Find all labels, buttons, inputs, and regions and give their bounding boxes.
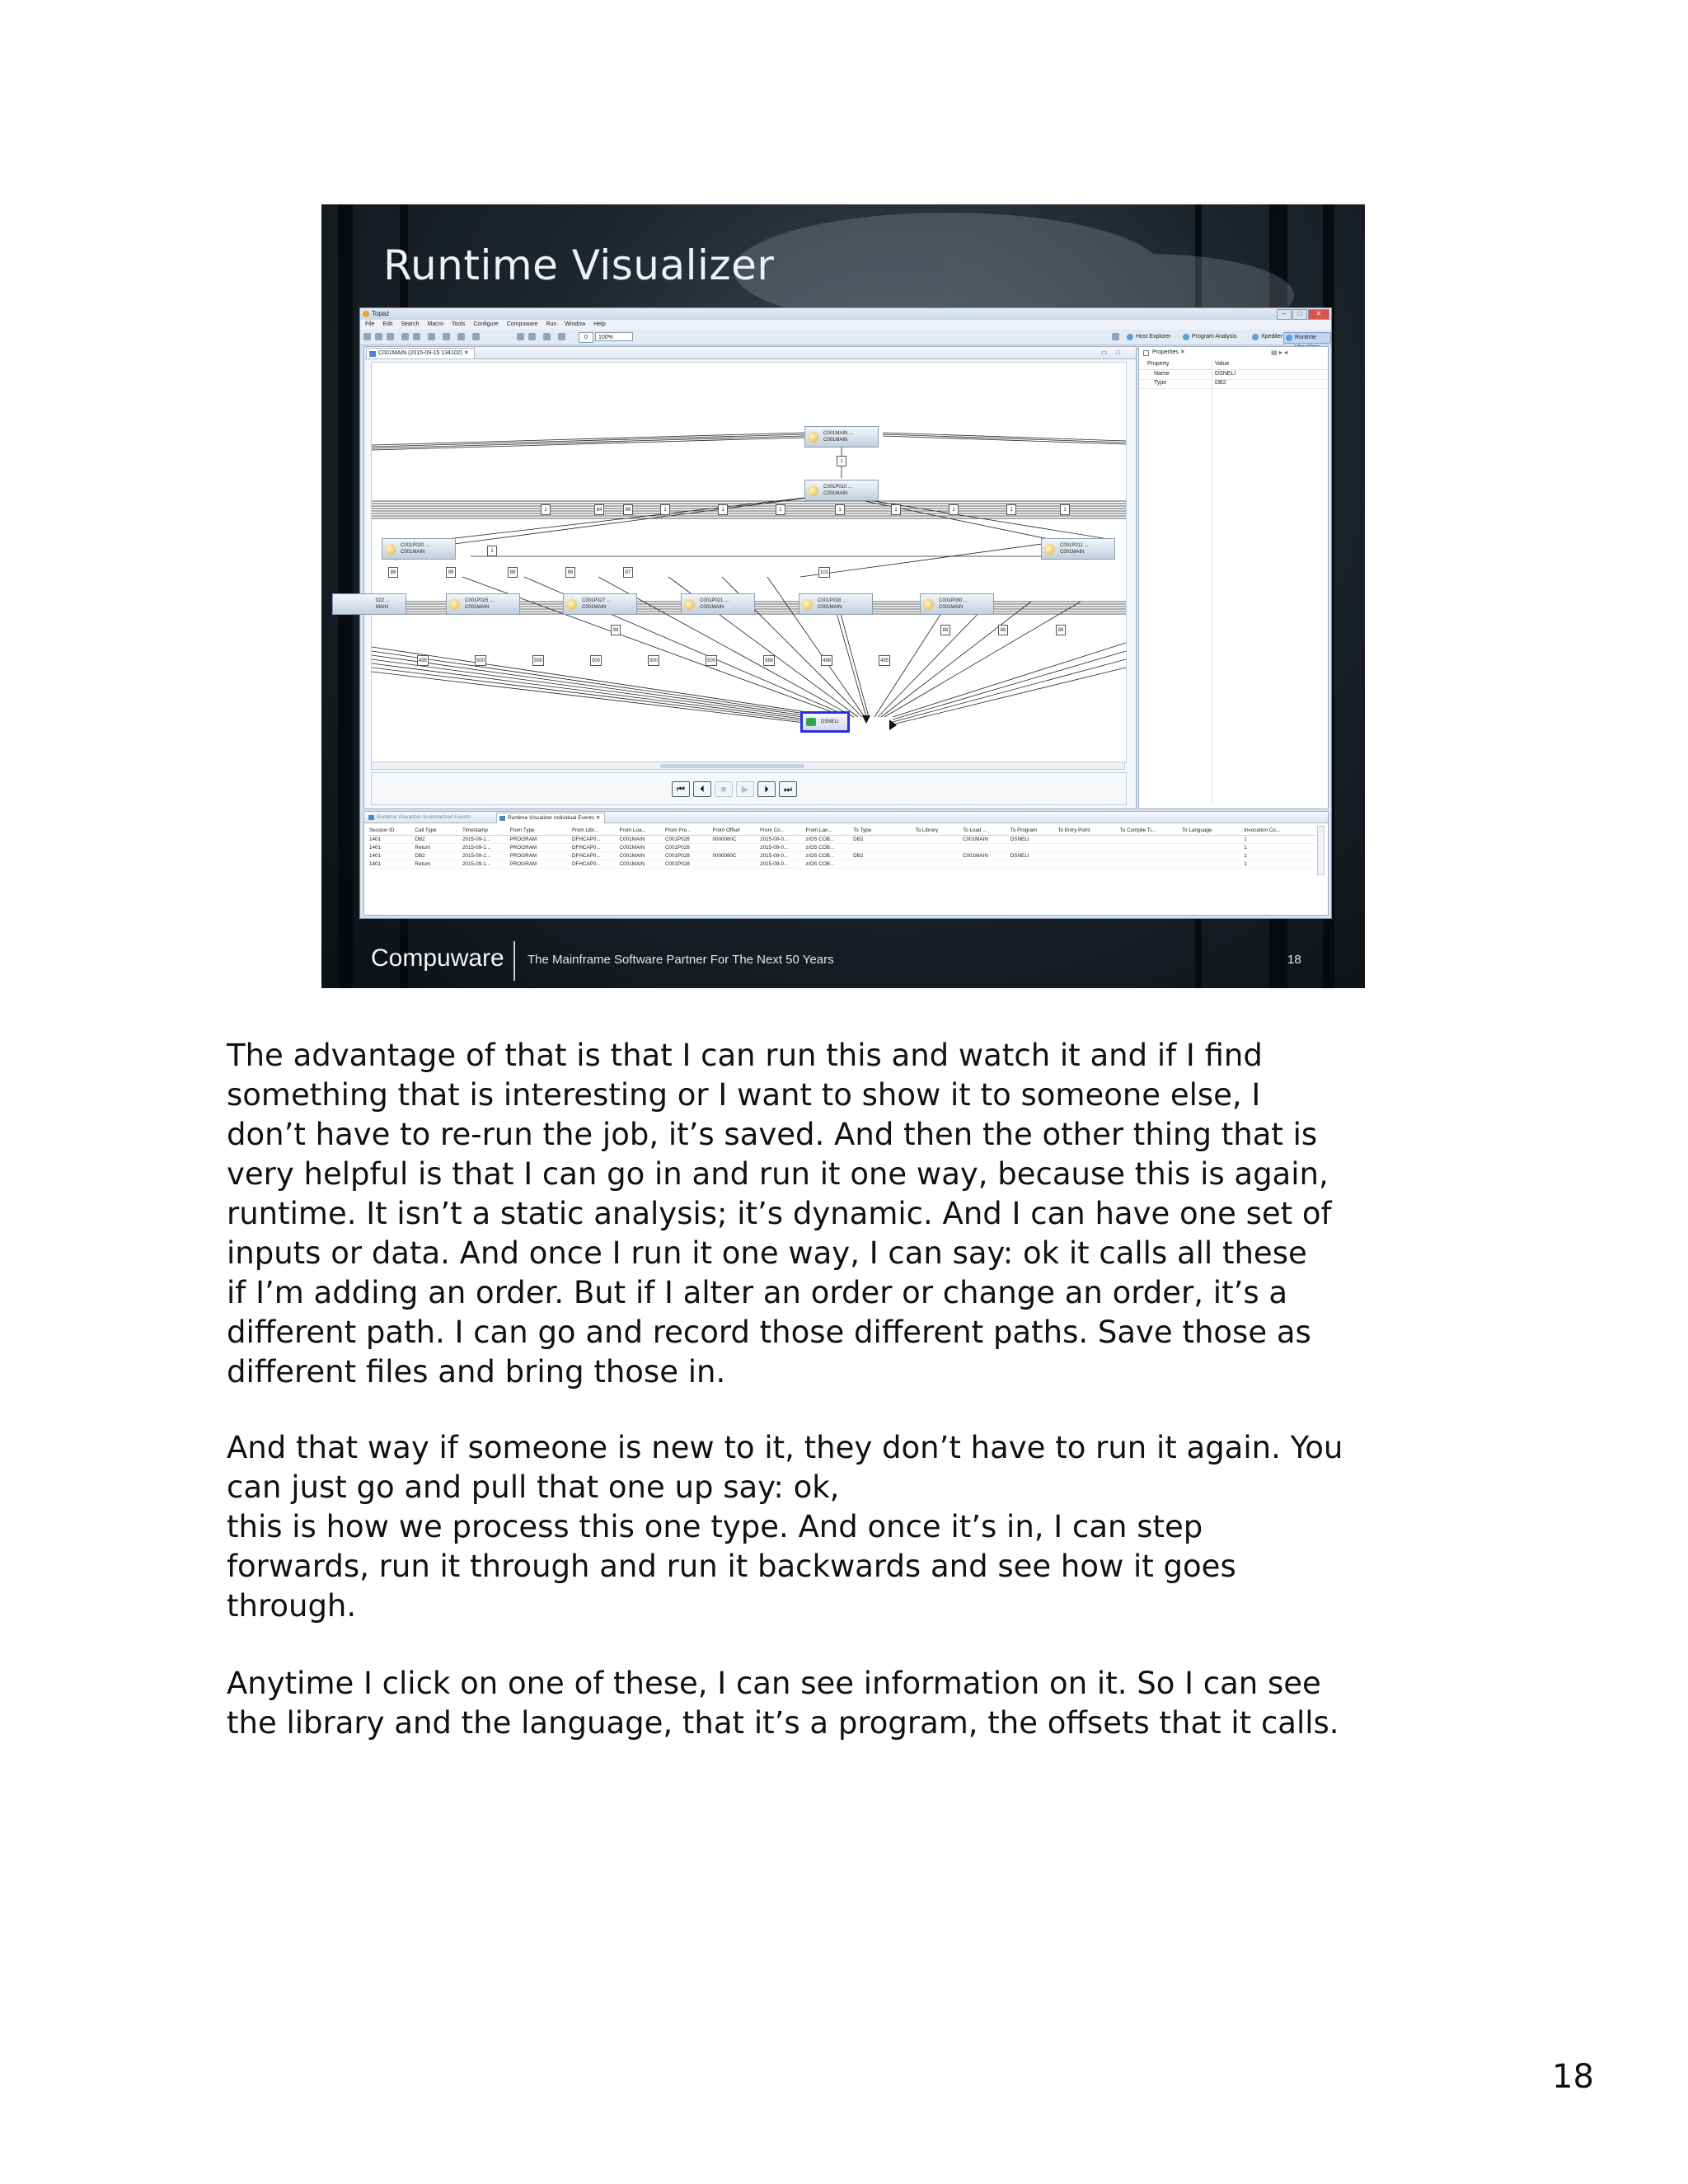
- graph-node-c001p030[interactable]: C001P030 ... C001MAIN: [920, 593, 994, 615]
- edge-label: 500: [648, 655, 659, 666]
- events-vertical-scrollbar[interactable]: [1317, 826, 1325, 875]
- table-row[interactable]: 1401 DB2 2015-09-1... PROGRAM DFHCAP0... C001MAIN C001P028 0000080C 2015-09-0... z/OS COB... DB2 C001MAIN DSNELI 1: [368, 852, 1315, 860]
- col-call-type[interactable]: Call Type: [413, 826, 461, 836]
- slide-footer: [321, 935, 1365, 988]
- program-analysis-icon: [1183, 334, 1189, 340]
- slide-screenshot: [321, 204, 1365, 988]
- edge-label: 87: [623, 567, 633, 578]
- step-back-button[interactable]: ⏴: [693, 781, 711, 797]
- playback-controls: [371, 772, 1127, 805]
- col-from-library[interactable]: From Libr...: [570, 826, 618, 836]
- edge-label: 1: [1006, 504, 1016, 515]
- topaz-logo-icon: [363, 311, 369, 317]
- edge-label: 84: [594, 504, 604, 515]
- col-from-type[interactable]: From Type: [509, 826, 570, 836]
- editor-tabbar: [364, 347, 1136, 359]
- main-toolbar: [360, 330, 1331, 345]
- edge-label: 88: [1056, 625, 1066, 635]
- database-icon: [806, 718, 816, 726]
- property-column-header: Property: [1147, 361, 1170, 367]
- debug-icon[interactable]: [428, 333, 435, 340]
- edge-label: 99: [446, 567, 456, 578]
- footer-tagline: The Mainframe Software Partner For The Next 50 Years: [528, 953, 834, 967]
- menu-bar: [360, 320, 1331, 330]
- edge-label: 1: [1060, 504, 1070, 515]
- jump-to-end-button[interactable]: ⏭: [779, 781, 797, 797]
- search-icon[interactable]: [472, 333, 480, 340]
- paragraph-3: Anytime I click on one of these, I can see information on it. So I can see the library and the language, that it’s a program, the offsets that it calls.: [227, 1666, 1339, 1741]
- play-button[interactable]: ▶: [736, 781, 754, 797]
- program-icon: [1044, 544, 1055, 555]
- window-title: Topaz: [372, 310, 390, 317]
- table-row[interactable]: 1401 Return 2015-09-1... PROGRAM DFHCAP0... C001MAIN C001P028 2015-09-0... z/OS COB... 1: [368, 860, 1315, 869]
- stop-button[interactable]: ■: [715, 781, 733, 797]
- close-icon[interactable]: ✕: [1308, 309, 1329, 320]
- chart-icon: [369, 351, 376, 357]
- events-view: [363, 811, 1329, 916]
- program-icon: [449, 599, 460, 610]
- edge-label: 88: [388, 567, 398, 578]
- program-icon: [566, 599, 577, 610]
- run-icon[interactable]: [443, 333, 450, 340]
- edge-label: 498: [821, 655, 832, 666]
- menu-edit[interactable]: Edit: [382, 321, 393, 327]
- window-titlebar: [360, 308, 1331, 320]
- menu-search[interactable]: Search: [401, 321, 420, 327]
- edge-label: 500: [475, 655, 486, 666]
- graph-horizontal-scrollbar[interactable]: [371, 762, 1125, 770]
- edge-label: 495: [879, 655, 890, 666]
- edge-label: 88: [623, 504, 633, 515]
- menu-help[interactable]: Help: [593, 321, 606, 327]
- graph-node-c001p021[interactable]: C001P021 ... C001MAIN: [681, 593, 755, 615]
- events-header-row: [368, 826, 1315, 836]
- properties-toolbar-icon[interactable]: ▤ ▸ ◂: [1271, 349, 1288, 356]
- chart-icon: [499, 816, 505, 821]
- property-row[interactable]: Type DB2: [1139, 379, 1328, 389]
- edge-label: 1: [776, 504, 785, 515]
- slide-title: Runtime Visualizer: [383, 241, 775, 289]
- minimize-pane-icon[interactable]: ▭: [1101, 349, 1108, 356]
- maximize-icon[interactable]: □: [1292, 309, 1307, 320]
- graph-node-c001p011[interactable]: C001P011 ... C001MAIN: [1041, 538, 1115, 560]
- edge-label: 495: [417, 655, 429, 666]
- edge-label: 101: [818, 567, 830, 578]
- menu-compuware[interactable]: Compuware: [506, 321, 538, 327]
- edge-label: 1: [891, 504, 901, 515]
- perspective-xpediter[interactable]: Xpediter: [1250, 332, 1286, 342]
- zoom-out-icon[interactable]: [543, 333, 551, 340]
- program-icon: [684, 599, 695, 610]
- graph-node-dsneli[interactable]: DSNELI: [800, 711, 850, 733]
- table-row[interactable]: 1401 Return 2015-09-1... PROGRAM DFHCAP0... C001MAIN C001P028 2015-09-0... z/OS COB... 1: [368, 844, 1315, 852]
- menu-configure[interactable]: Configure: [473, 321, 499, 327]
- value-column-header: Value: [1215, 361, 1230, 367]
- scroll-thumb[interactable]: [660, 764, 804, 768]
- forward-icon[interactable]: [528, 333, 536, 340]
- edge-label: 1: [541, 504, 551, 515]
- col-to-library[interactable]: To Library: [913, 826, 961, 836]
- edge-label: 1: [718, 504, 728, 515]
- editor-tab[interactable]: C001MAIN (2015-09-15 134102) ✕: [366, 348, 475, 359]
- graph-node-c001main[interactable]: C001MAIN ... C001MAIN: [804, 426, 879, 448]
- edge-label: 88: [940, 625, 950, 635]
- print-icon[interactable]: [387, 333, 394, 340]
- property-row[interactable]: Name DSNELI: [1139, 370, 1328, 380]
- col-from-offset[interactable]: From Offset: [711, 826, 759, 836]
- edge-label: 1: [837, 456, 846, 466]
- back-icon[interactable]: [517, 333, 524, 340]
- paragraph-1: The advantage of that is that I can run this and watch it and if I find something that is interesting or I want to show it to someone else, I don’t have to re-run the job, it’s saved. And then the other thing that is very helpful is that I can go in and run it one way, because this is again, runtime. It isn’t a static analysis; it’s dynamic. And I can have one set of inputs or data. And once I run it one way, I can say: ok it calls all these if I’m adding an order. But if I alter an order or change an order, it’s a different path. I can go and record those different paths. Save those as different files and bring those in.: [227, 1038, 1332, 1390]
- col-to-type[interactable]: To Type: [851, 826, 913, 836]
- tab-summarized-events[interactable]: Runtime Visualizer Summarized Events: [366, 813, 475, 823]
- edge-label: 1: [660, 504, 670, 515]
- col-from-load[interactable]: From Loa...: [618, 826, 663, 836]
- edge-label: 88: [508, 567, 518, 578]
- properties-icon: [1143, 350, 1149, 356]
- page-number: 18: [1552, 2058, 1594, 2096]
- zoom-in-icon[interactable]: [558, 333, 565, 340]
- edge-label: 500: [590, 655, 602, 666]
- col-from-compile[interactable]: From Co...: [758, 826, 804, 836]
- edge-label: 1: [835, 504, 845, 515]
- col-session-id[interactable]: Session ID: [368, 826, 413, 836]
- col-from-language[interactable]: From Lan...: [804, 826, 852, 836]
- perspective-program-analysis[interactable]: Program Analysis: [1181, 332, 1240, 342]
- page-field[interactable]: 0: [579, 332, 593, 343]
- program-icon: [802, 599, 813, 610]
- minimize-icon[interactable]: –: [1277, 309, 1292, 320]
- xpediter-icon: [1252, 334, 1259, 340]
- step-forward-button[interactable]: ⏵: [757, 781, 776, 797]
- edge-label: 1: [949, 504, 959, 515]
- menu-file[interactable]: File: [365, 321, 375, 327]
- save-icon[interactable]: [375, 333, 382, 340]
- paragraph-2: And that way if someone is new to it, they don’t have to run it again. You can just go and pull that one up say: ok, this is how we process this one type. And once it’s in, I can step forwards, run it through and run it backwards and see how it goes through.: [227, 1430, 1343, 1624]
- graph-node-c001p022[interactable]: 022 ... MAIN: [332, 593, 406, 615]
- events-tabbar: [364, 812, 1328, 823]
- edge-label: 1: [487, 546, 497, 556]
- zoom-select[interactable]: 100%: [595, 332, 633, 341]
- events-table: [368, 826, 1315, 869]
- footer-divider: [513, 941, 515, 981]
- col-from-program[interactable]: From Pro...: [663, 826, 711, 836]
- refresh-icon[interactable]: [413, 333, 420, 340]
- menu-tools[interactable]: Tools: [451, 321, 466, 327]
- perspective-host-explorer[interactable]: Host Explorer: [1125, 332, 1174, 342]
- call-graph-edges: [372, 363, 1126, 762]
- properties-header: [1139, 359, 1328, 370]
- col-to-compile-time[interactable]: To Compile Ti...: [1118, 826, 1180, 836]
- open-perspective-icon[interactable]: [1112, 333, 1119, 340]
- app-window: [359, 307, 1332, 919]
- visualizer-editor: [363, 346, 1137, 809]
- perspective-runtime-visualizer[interactable]: Runtime: [1283, 332, 1331, 344]
- col-invocation-count[interactable]: Invocation Co...: [1242, 826, 1315, 836]
- edge-label: 500: [706, 655, 717, 666]
- col-to-entry-point[interactable]: To Entry Point: [1056, 826, 1118, 836]
- edge-label: 88: [998, 625, 1008, 635]
- properties-tab[interactable]: Properties ✕: [1141, 348, 1190, 358]
- jump-to-start-button[interactable]: ⏮: [672, 781, 690, 797]
- slide-number: 18: [1287, 953, 1301, 967]
- col-timestamp[interactable]: Timestamp: [461, 826, 509, 836]
- chart-icon: [368, 815, 374, 820]
- edge-label: 88: [565, 567, 575, 578]
- properties-view: [1138, 346, 1329, 809]
- graph-node-c001p010[interactable]: C001P010 ... C001MAIN: [804, 480, 879, 501]
- menu-macro[interactable]: Macro: [427, 321, 443, 327]
- connect-icon[interactable]: [401, 333, 409, 340]
- edge-label: 99: [611, 625, 621, 635]
- call-graph-canvas[interactable]: [371, 362, 1127, 763]
- edge-label: 500: [532, 655, 544, 666]
- col-to-language[interactable]: To Language: [1180, 826, 1242, 836]
- menu-run[interactable]: Run: [546, 321, 557, 327]
- graph-node-c001p027[interactable]: C001P027 ... C001MAIN: [563, 593, 637, 615]
- window-controls: [1277, 309, 1329, 319]
- new-icon[interactable]: [363, 333, 371, 340]
- host-explorer-icon: [1127, 334, 1133, 340]
- program-icon: [808, 485, 818, 496]
- program-icon: [923, 599, 934, 610]
- runtime-visualizer-icon: [1286, 335, 1292, 341]
- edge-label: 588: [763, 655, 775, 666]
- tab-individual-events[interactable]: Runtime Visualizer Individual Events ✕: [496, 813, 605, 823]
- program-icon: [808, 432, 818, 443]
- table-row[interactable]: 1401 DB2 2015-09-1... PROGRAM DFHCAP0... C001MAIN C001P028 0000080C 2015-09-0... z/OS COB... DB2 C001MAIN DSNELI 1: [368, 836, 1315, 844]
- menu-window[interactable]: Window: [565, 321, 586, 327]
- maximize-pane-icon[interactable]: □: [1116, 349, 1120, 356]
- program-icon: [385, 544, 396, 555]
- graph-node-c001p028[interactable]: C001P028 ... C001MAIN: [799, 593, 873, 615]
- graph-node-c001p025[interactable]: C001P025 ... C001MAIN: [446, 593, 520, 615]
- graph-node-c001p020[interactable]: C001P020 ... C001MAIN: [382, 538, 456, 560]
- compuware-logo: Compuware: [371, 944, 504, 972]
- folder-icon[interactable]: [457, 333, 465, 340]
- col-to-load[interactable]: To Load ...: [961, 826, 1009, 836]
- col-to-program[interactable]: To Program: [1009, 826, 1057, 836]
